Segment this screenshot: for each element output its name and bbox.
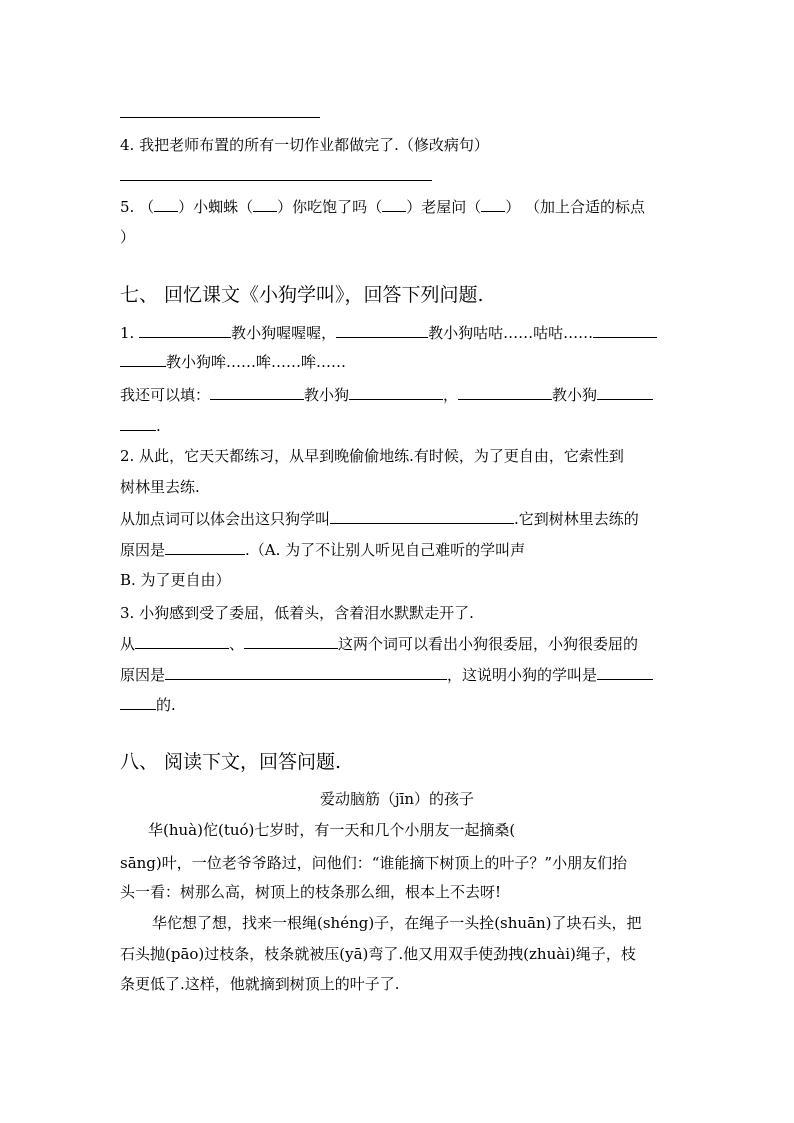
punct-blank-2[interactable] — [253, 197, 277, 212]
s7q1-comma: ， — [443, 386, 459, 404]
story-title: 爱动脑筋（jīn）的孩子 — [319, 790, 475, 808]
s7-question-3-line-3 — [120, 664, 653, 685]
blank-1b[interactable] — [336, 322, 428, 338]
s7-question-2-line-1: 2. 从此，它天天都练习，从早到晚偷偷地练.有时候，为了更自由，它索性到 — [120, 447, 624, 465]
blank-2b[interactable] — [165, 539, 245, 555]
s7q3-text-e: ，这说明小狗的学叫是 — [447, 666, 598, 684]
q5-wrap: ） — [120, 228, 136, 246]
q5-paren-open-4: （ — [466, 198, 482, 216]
s7-question-3-line-2 — [120, 633, 638, 654]
blank-1f[interactable] — [458, 384, 552, 400]
s7q1-period: . — [156, 417, 161, 435]
punct-blank-4[interactable] — [481, 197, 505, 212]
q5-paren-close-3: ） — [406, 198, 422, 216]
q5-paren-open-3: （ — [367, 198, 383, 216]
s7q1-fill-prefix: 我还可以填： — [120, 386, 211, 404]
q5-paren-close-1: ） — [178, 198, 194, 216]
s7q1-number: 1. — [120, 324, 135, 342]
s7-question-1-line-1 — [120, 322, 657, 343]
s7q3-text-f: 的. — [156, 696, 176, 714]
q5-paren-close-4: ） — [505, 198, 521, 216]
q5-paren-close-2: ） — [277, 198, 293, 216]
section-8-title: 八、 阅读下文，回答问题. — [120, 751, 342, 773]
s7q3-text-c: 这两个词可以看出小狗很委屈，小狗很委屈的 — [338, 635, 639, 653]
story-p2-line-1: 华佗想了想，找来一根绳(shéng)子，在绳子一头拴(shuān)了块石头，把 — [152, 914, 642, 932]
punct-blank-3[interactable] — [382, 197, 406, 212]
section-7-title: 七、 回忆课文《小狗学叫》，回答下列问题. — [120, 284, 484, 306]
story-p1-line-2: sāng)叶，一位老爷爷路过，问他们：“谁能摘下树顶上的叶子？”小朋友们抬 — [120, 854, 628, 872]
s7q2-text-a: 从加点词可以体会出这只狗学叫 — [120, 510, 331, 528]
q5-number: 5. — [120, 198, 135, 216]
q5-text-1: 小蜘蛛 — [193, 198, 239, 216]
s7q2-text-c: 原因是 — [120, 541, 166, 559]
q5-text-3: 老屋问 — [421, 198, 467, 216]
s7q3-text-a: 从 — [120, 635, 136, 653]
blank-3b[interactable] — [244, 633, 338, 649]
answer-line-q3[interactable] — [120, 117, 320, 118]
s7q2-text-b: .它到树林里去练的 — [514, 510, 639, 528]
story-p2-line-2: 石头抛(pāo)过枝条，枝条就被压(yā)弯了.他又用双手使劲拽(zhuài)绳子，枝 — [120, 945, 636, 963]
answer-line-q4[interactable] — [120, 180, 432, 181]
s7q1-text-e: 教小狗 — [552, 386, 598, 404]
blank-1a[interactable] — [139, 322, 231, 338]
s7-question-1-line-3 — [120, 384, 653, 405]
blank-1g-cont[interactable] — [120, 415, 156, 431]
s7-question-2-line-2: 树林里去练. — [120, 478, 200, 496]
blank-1c-cont[interactable] — [120, 351, 166, 367]
blank-3d-cont[interactable] — [120, 694, 156, 710]
q5-text-2: 你吃饱了吗 — [292, 198, 368, 216]
s7q3-text-b: 、 — [229, 635, 245, 653]
story-p1-line-1: 华(huà)佗(tuó)七岁时，有一天和几个小朋友一起摘桑( — [148, 821, 516, 839]
blank-1c[interactable] — [593, 322, 657, 338]
q5-instruction: （加上合适的标点 — [525, 198, 646, 216]
s7-question-1-line-4 — [120, 415, 161, 436]
blank-1e[interactable] — [349, 384, 443, 400]
s7-question-2-line-4 — [120, 539, 525, 560]
s7-question-2-line-3 — [120, 508, 639, 529]
blank-1g[interactable] — [597, 384, 653, 400]
story-p1-line-3: 头一看：树那么高，树顶上的枝条那么细，根本上不去呀! — [120, 883, 502, 901]
s7q1-text-d: 教小狗 — [304, 386, 350, 404]
blank-2a[interactable] — [330, 508, 514, 524]
question-5 — [120, 197, 645, 217]
s7q1-text-a: 教小狗喔喔喔， — [231, 324, 337, 342]
s7q1-text-b: 教小狗咕咕……咕咕…… — [428, 324, 594, 342]
s7-question-3-line-4 — [120, 694, 176, 715]
blank-3a[interactable] — [135, 633, 229, 649]
punct-blank-1[interactable] — [154, 197, 178, 212]
q5-paren-open-2: （ — [238, 198, 254, 216]
s7q2-option-a: .（A. 为了不让别人听见自己难听的学叫声 — [245, 541, 526, 559]
s7-question-1-line-2 — [120, 351, 346, 372]
s7q1-text-c: 教小狗哞……哞……哞…… — [166, 353, 347, 371]
blank-3d[interactable] — [597, 664, 653, 680]
question-4: 4. 我把老师布置的所有一切作业都做完了.（修改病句） — [120, 136, 489, 154]
q5-paren-open-1: （ — [139, 198, 155, 216]
s7-question-3-line-1: 3. 小狗感到受了委屈，低着头，含着泪水默默走开了. — [120, 604, 474, 622]
s7-question-2-line-5: B. 为了更自由） — [120, 571, 231, 589]
blank-3c[interactable] — [165, 664, 447, 680]
story-p2-line-3: 条更低了.这样，他就摘到树顶上的叶子了. — [120, 975, 400, 993]
s7q3-text-d: 原因是 — [120, 666, 166, 684]
blank-1d[interactable] — [210, 384, 304, 400]
